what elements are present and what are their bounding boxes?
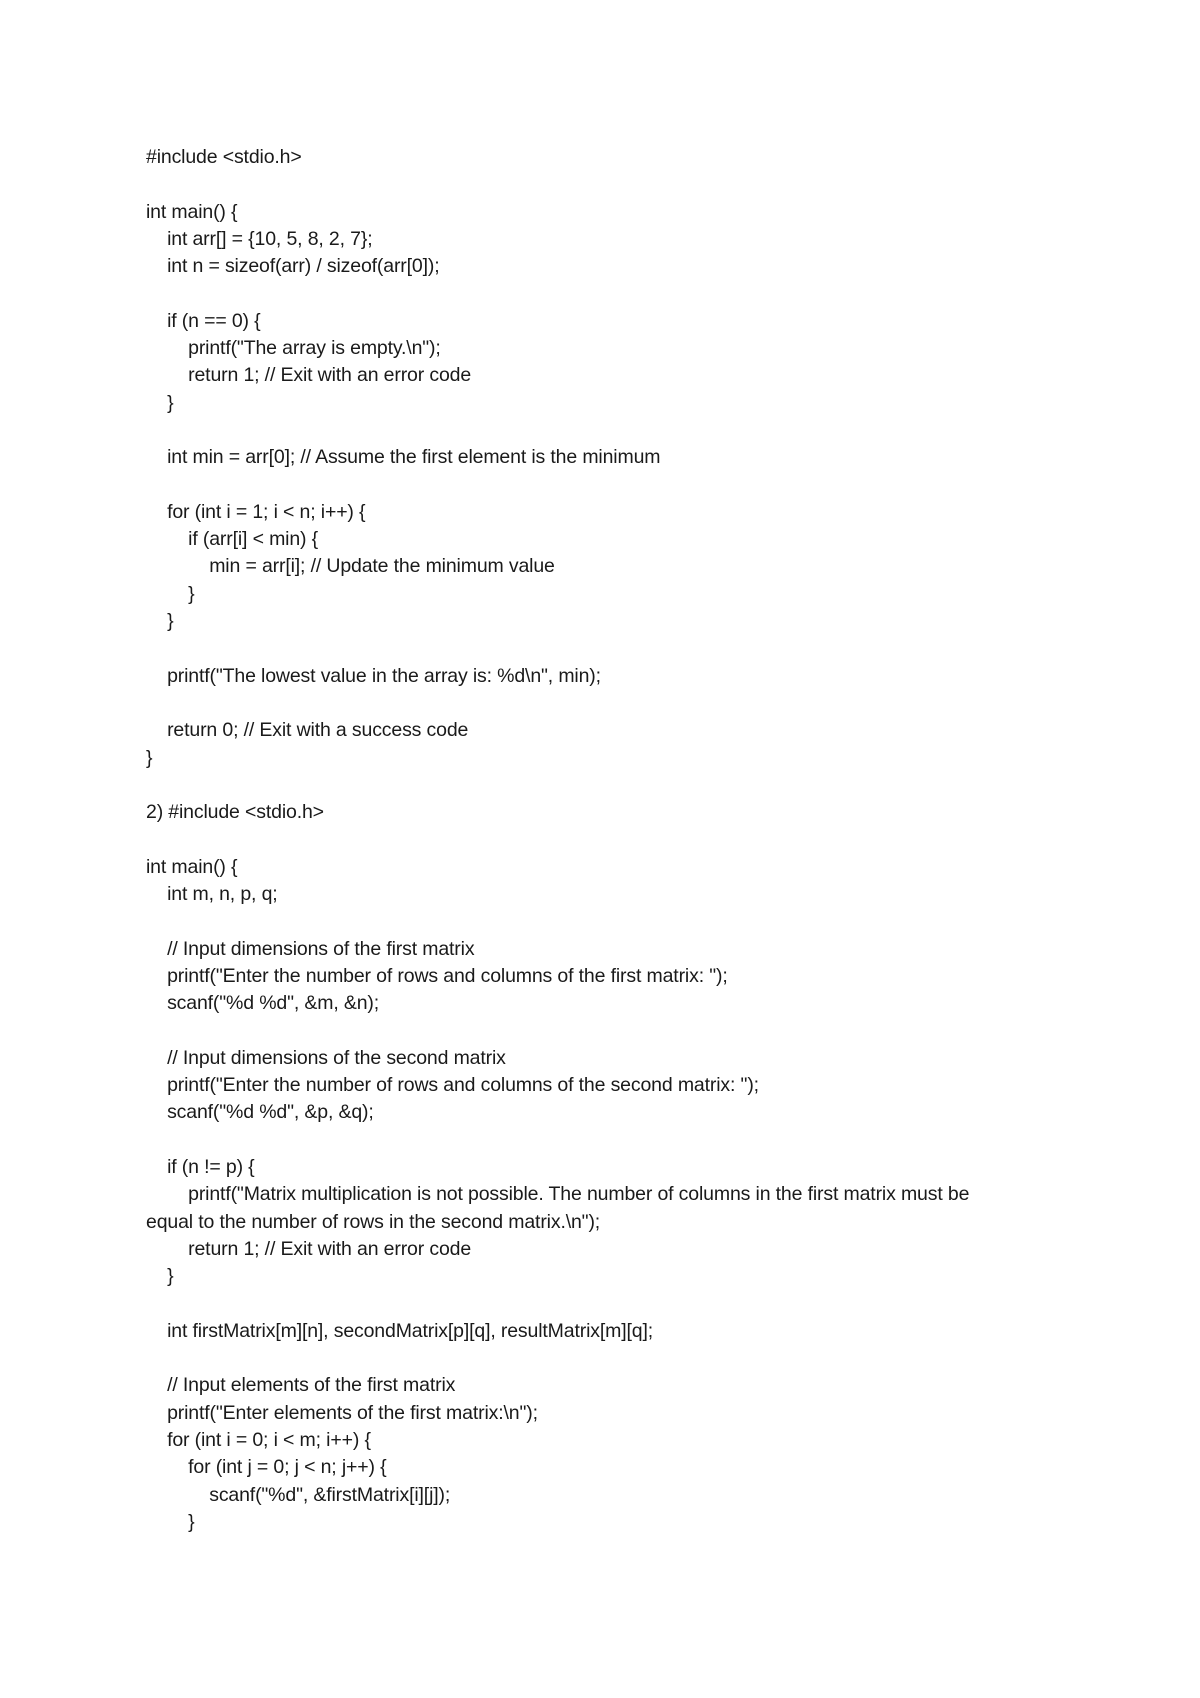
code-line: // Input dimensions of the second matrix xyxy=(146,1046,506,1069)
code-line: int m, n, p, q; xyxy=(146,883,278,906)
code-line: } xyxy=(146,1510,195,1533)
code-line: printf("The array is empty.\n"); xyxy=(146,337,441,360)
code-line: equal to the number of rows in the second matrix.\n"); xyxy=(146,1210,601,1233)
code-line: return 1; // Exit with an error code xyxy=(146,1237,472,1260)
blank-line xyxy=(146,417,1066,444)
blank-line xyxy=(146,826,1066,853)
code-line: scanf("%d %d", &p, &q); xyxy=(146,1101,374,1124)
code-line: printf("Enter the number of rows and columns of the second matrix: "); xyxy=(146,1074,759,1097)
code-line: int main() { xyxy=(146,855,238,878)
code-line: int main() { xyxy=(146,200,238,223)
blank-line xyxy=(146,908,1066,935)
blank-line xyxy=(146,280,1066,307)
blank-line xyxy=(146,635,1066,662)
blank-line xyxy=(146,1018,1066,1045)
code-line: if (arr[i] < min) { xyxy=(146,528,319,551)
code-line: printf("Enter the number of rows and columns of the first matrix: "); xyxy=(146,964,728,987)
code-line: } xyxy=(146,1265,174,1288)
code-listing xyxy=(146,144,1066,1536)
code-line: } xyxy=(146,746,153,769)
code-line: return 1; // Exit with an error code xyxy=(146,364,472,387)
code-line: } xyxy=(146,391,174,414)
code-line: // Input dimensions of the first matrix xyxy=(146,937,475,960)
blank-line xyxy=(146,772,1066,799)
code-line: min = arr[i]; // Update the minimum value xyxy=(146,555,555,578)
blank-line xyxy=(146,1290,1066,1317)
code-line: for (int i = 0; i < m; i++) { xyxy=(146,1428,371,1451)
code-line: if (n != p) { xyxy=(146,1155,255,1178)
code-line: printf("Matrix multiplication is not possible. The number of columns in the first matrix must be xyxy=(146,1183,970,1206)
code-line: // Input elements of the first matrix xyxy=(146,1374,456,1397)
code-line: scanf("%d %d", &m, &n); xyxy=(146,992,380,1015)
code-line: for (int j = 0; j < n; j++) { xyxy=(146,1456,387,1479)
blank-line xyxy=(146,1127,1066,1154)
blank-line xyxy=(146,171,1066,198)
code-line: int n = sizeof(arr) / sizeof(arr[0]); xyxy=(146,255,440,278)
code-line: int firstMatrix[m][n], secondMatrix[p][q], resultMatrix[m][q]; xyxy=(146,1319,653,1342)
code-line: int arr[] = {10, 5, 8, 2, 7}; xyxy=(146,227,373,250)
code-line: int min = arr[0]; // Assume the first element is the minimum xyxy=(146,446,661,469)
code-line: #include <stdio.h> xyxy=(146,146,302,168)
code-line: } xyxy=(146,582,195,605)
code-line: } xyxy=(146,610,174,633)
code-line: return 0; // Exit with a success code xyxy=(146,719,469,742)
code-line: printf("Enter elements of the first matrix:\n"); xyxy=(146,1401,538,1424)
blank-line xyxy=(146,472,1066,499)
blank-line xyxy=(146,1345,1066,1372)
code-line: printf("The lowest value in the array is: %d\n", min); xyxy=(146,664,601,687)
code-line: if (n == 0) { xyxy=(146,309,261,332)
blank-line xyxy=(146,690,1066,717)
code-line: for (int i = 1; i < n; i++) { xyxy=(146,500,366,523)
code-line: 2) #include <stdio.h> xyxy=(146,801,324,824)
code-line: scanf("%d", &firstMatrix[i][j]); xyxy=(146,1483,451,1506)
